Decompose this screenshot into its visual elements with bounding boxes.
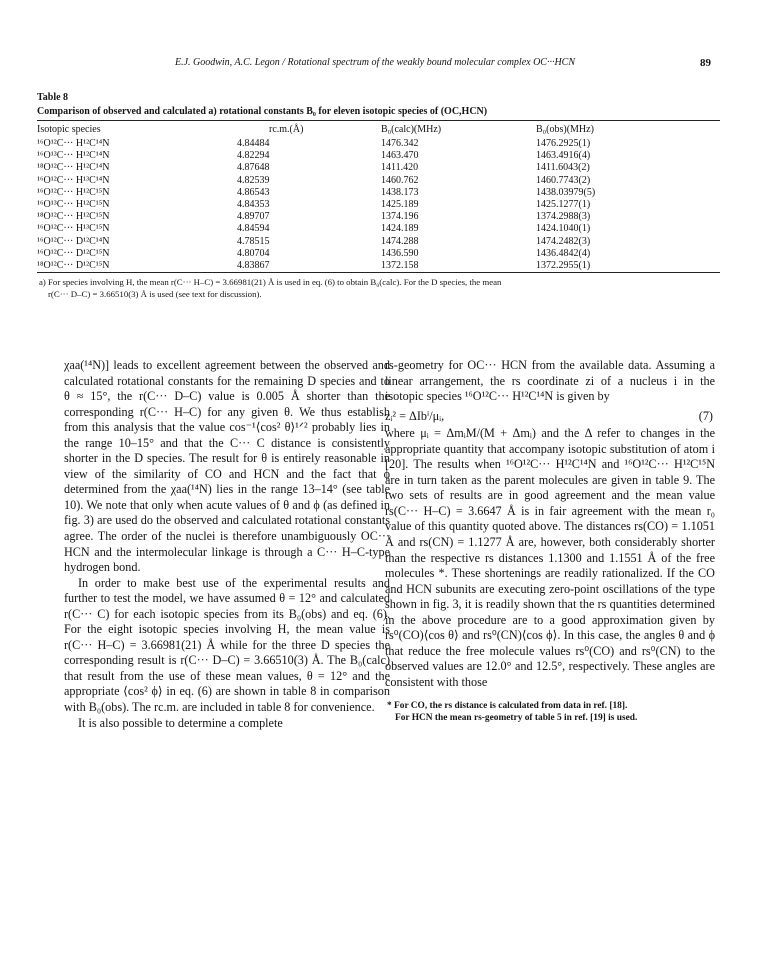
column-footnote-line-2: For HCN the mean rs-geometry of table 5 in ref. [19] is used.	[395, 713, 638, 724]
right-paragraph-2: where μᵢ = ΔmᵢM/(M + Δmᵢ) and the Δ refer to changes in the appropriate quantity that accompany isotopic substitution of atom i [20]. The results when ¹⁶O¹²C··· H¹²C¹⁴N and ¹⁶O¹²C··· H¹²C¹⁵N are in turn taken as the parent molecules are given in table 9. The two sets of results are in good agreement and the mean value rs(C··· H–C) = 3.6647 Å is in fair agreement with the mean r₀ value of this quantity quoted above. The distances rs(CO) = 1.1051 Å and rs(CN) = 1.1277 Å are, however, both considerably shorter than the respective rs distances 1.1300 and 1.1551 Å of the free molecules *. These shortenings are readily rationalized. If the CO and HCN subunits are executing zero-point oscillations of the type shown in fig. 3, it is readily shown that the rs quantities determined in the above procedure are to a good approximation given by rs⁰(CO)⟨cos θ⟩ and rs⁰(CN)⟨cos ϕ⟩. In this case, the angles θ and ϕ that reduce the free molecule values rs⁰(CO) and rs⁰(CN) to the observed values are 12.0° and 12.5°, respectively. These angles are consistent with those	[385, 426, 715, 689]
table-body	[37, 138, 720, 272]
table-row	[37, 248, 720, 260]
cell-rcm: 4.80704	[237, 247, 270, 259]
cell-rcm: 4.83867	[237, 259, 270, 271]
header-isotopic-species: Isotopic species	[37, 124, 101, 135]
data-table	[37, 121, 720, 272]
cell-b0-obs: 1463.4916(4)	[536, 150, 591, 162]
table-label: Table 8	[37, 92, 69, 103]
left-column	[64, 358, 390, 731]
cell-rcm: 4.82294	[237, 150, 270, 162]
left-paragraph-2: In order to make best use of the experimental results and further to test the model, we have assumed θ = 12° and calculated r(C··· C) for each isotopic species from its B₀(obs) and eq. (6). For the eight isotopic species involving H, the mean value is r(C··· H–C) = 3.66981(21) Å while for the three D species the corresponding result is r(C··· D–C) = 3.66510(3) Å. The B₀(calc) that result from the use of these mean values, θ = 12° and the appropriate ⟨cos² ϕ⟩ in eq. (6) are shown in table 8 in comparison with B₀(obs). The rc.m. are included in table 8 for convenience.	[64, 575, 390, 715]
table-row	[37, 162, 720, 174]
table-row	[37, 138, 720, 150]
cell-isotopic-species: ¹⁸O¹²C··· H¹²C¹⁵N	[37, 211, 110, 223]
cell-b0-obs: 1474.2482(3)	[536, 235, 591, 247]
equation-7	[385, 409, 715, 425]
header-b0-obs: B₀(obs)(MHz)	[536, 124, 594, 135]
footnote-line-2: r(C··· D–C) = 3.66510(3) Å is used (see text for discussion).	[48, 289, 262, 300]
table-row	[37, 260, 720, 272]
table-header-row	[37, 121, 720, 138]
table-bottom-rule	[37, 272, 720, 273]
footnote-line-1: a) For species involving H, the mean r(C··· H–C) = 3.66981(21) Å is used in eq. (6) to obtain B₀(calc). For the D species, the mean	[39, 277, 502, 288]
cell-isotopic-species: ¹⁶O¹²C··· H¹³C¹⁴N	[37, 174, 110, 186]
table-row	[37, 187, 720, 199]
running-head	[0, 57, 773, 71]
cell-isotopic-species: ¹⁶O¹³C··· H¹²C¹⁴N	[37, 150, 110, 162]
cell-rcm: 4.78515	[237, 235, 270, 247]
equation-number: (7)	[698, 408, 713, 423]
right-column	[385, 358, 715, 724]
cell-b0-calc: 1463.470	[381, 150, 419, 162]
left-paragraph-1: χaa(¹⁴N)] leads to excellent agreement between the observed and calculated rotational constants for the remaining D species and to θ ≈ 15°, the r(C··· D–C) value is 0.005 Å shorter than the corresponding r(C··· H–C) for any given θ. We thus establish from this analysis that the value cos⁻¹⟨cos² θ⟩¹ᐟ² probably lies in the range 10–15° and that the C··· C distance is consistently shorter in the D species. The result for θ is entirely reasonable in view of the similarity of CO and HCN and the fact that ϕ determined from the χaa(¹⁴N) lies in the range 13–14° (see table 10). We note that only when acute values of θ and ϕ (as defined in fig. 3) are used do the observed and calculated rotational constants agree. The order of the nuclei is therefore unambiguously OC··· HCN and the intermolecular linkage is through a C··· H–C-type hydrogen bond.	[64, 358, 390, 575]
cell-b0-obs: 1374.2988(3)	[536, 211, 591, 223]
table-row	[37, 175, 720, 187]
cell-isotopic-species: ¹⁶O¹²C··· D¹²C¹⁵N	[37, 247, 110, 259]
cell-b0-calc: 1425.189	[381, 198, 419, 210]
cell-b0-obs: 1425.1277(1)	[536, 198, 591, 210]
column-footnote	[385, 700, 715, 724]
cell-isotopic-species: ¹⁶O¹²C··· H¹²C¹⁵N	[37, 186, 110, 198]
cell-b0-calc: 1436.590	[381, 247, 419, 259]
table-footnote	[37, 276, 720, 300]
cell-b0-calc: 1476.342	[381, 138, 419, 149]
cell-rcm: 4.87648	[237, 162, 270, 174]
cell-b0-obs: 1438.03979(5)	[536, 186, 596, 198]
right-paragraph-1: rs-geometry for OC··· HCN from the available data. Assuming a linear arrangement, the rs coordinate zi of a nucleus i in the isotopic species ¹⁶O¹²C··· H¹²C¹⁴N is given by	[385, 358, 715, 404]
cell-b0-calc: 1474.288	[381, 235, 419, 247]
cell-b0-obs: 1476.2925(1)	[536, 138, 591, 149]
cell-b0-calc: 1372.158	[381, 259, 419, 271]
table-row	[37, 211, 720, 223]
cell-b0-obs: 1424.1040(1)	[536, 223, 591, 235]
cell-rcm: 4.89707	[237, 211, 270, 223]
cell-rcm: 4.86543	[237, 186, 270, 198]
cell-b0-calc: 1374.196	[381, 211, 419, 223]
cell-b0-calc: 1438.173	[381, 186, 419, 198]
cell-b0-calc: 1411.420	[381, 162, 419, 174]
column-footnote-line-1: * For CO, the rs distance is calculated from data in ref. [18].	[387, 701, 628, 712]
cell-isotopic-species: ¹⁶O¹²C··· D¹²C¹⁴N	[37, 235, 110, 247]
table-caption: Comparison of observed and calculated a) rotational constants B₀ for eleven isotopic species of (OC,HCN)	[37, 106, 488, 117]
cell-b0-obs: 1460.7743(2)	[536, 174, 591, 186]
cell-rcm: 4.84484	[237, 138, 270, 149]
cell-isotopic-species: ¹⁶O¹³C··· H¹²C¹⁵N	[37, 198, 110, 210]
cell-isotopic-species: ¹⁸O¹²C··· H¹²C¹⁴N	[37, 162, 110, 174]
cell-b0-obs: 1372.2955(1)	[536, 259, 591, 271]
table-8	[37, 91, 720, 300]
cell-rcm: 4.84353	[237, 198, 270, 210]
table-row	[37, 199, 720, 211]
header-rcm: rc.m.(Å)	[269, 124, 304, 135]
left-paragraph-3: It is also possible to determine a complete	[78, 715, 283, 730]
cell-rcm: 4.84594	[237, 223, 270, 235]
cell-b0-calc: 1424.189	[381, 223, 419, 235]
cell-isotopic-species: ¹⁶O¹²C··· H¹³C¹⁵N	[37, 223, 110, 235]
equation-body: zᵢ² = ΔIbⁱ/μᵢ,	[385, 408, 445, 423]
header-b0-calc: B₀(calc)(MHz)	[381, 124, 442, 135]
running-title: E.J. Goodwin, A.C. Legon / Rotational spectrum of the weakly bound molecular complex OC···HCN	[174, 57, 576, 68]
table-row	[37, 223, 720, 235]
table-row	[37, 150, 720, 162]
cell-isotopic-species: ¹⁶O¹²C··· H¹²C¹⁴N	[37, 138, 110, 149]
cell-b0-obs: 1411.6043(2)	[536, 162, 590, 174]
table-row	[37, 236, 720, 248]
cell-rcm: 4.82539	[237, 174, 270, 186]
cell-isotopic-species: ¹⁸O¹²C··· D¹²C¹⁵N	[37, 259, 110, 271]
cell-b0-obs: 1436.4842(4)	[536, 247, 591, 259]
cell-b0-calc: 1460.762	[381, 174, 419, 186]
page-number: 89	[700, 57, 711, 69]
